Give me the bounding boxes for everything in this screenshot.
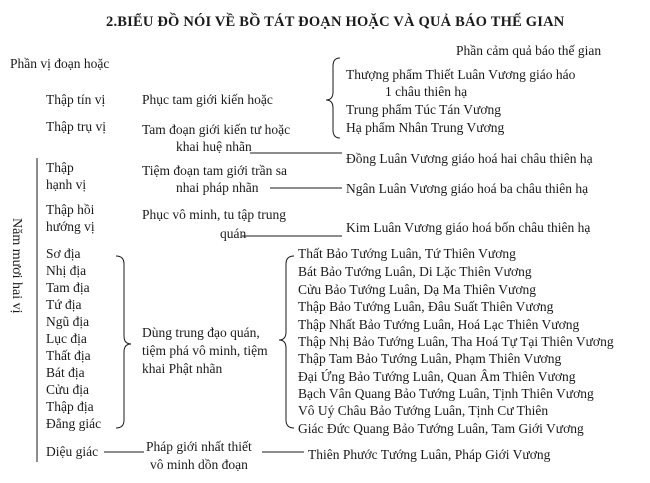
reward-brace-tuong-luan <box>279 256 294 428</box>
practice-5-line2: tiệm phá vô minh, tiệm <box>142 343 268 358</box>
stage-dia: Lục địa <box>46 331 87 346</box>
reward-tuong-luan: Bạch Vân Quang Bảo Tướng Luân, Tịnh Thiên Vương <box>298 386 594 401</box>
practice-3-line1: Tiệm đoạn tam giới trần sa <box>142 163 287 178</box>
reward-tuong-luan: Cửu Bảo Tướng Luân, Dạ Ma Thiên Vương <box>298 282 536 297</box>
stage-dia: Thất địa <box>46 348 91 363</box>
reward-dong-luan: Đồng Luân Vương giáo hoá hai châu thiên hạ <box>346 151 593 166</box>
practice-6-line1: Pháp giới nhất thiết <box>146 439 252 454</box>
reward-ngan-luan: Ngân Luân Vương giáo hoá ba châu thiên hạ <box>346 181 589 196</box>
stage-dia: Bát địa <box>46 365 85 380</box>
reward-tuong-luan: Thập Nhất Bảo Tướng Luân, Hoá Lạc Thiên Vương <box>298 317 580 332</box>
practice-6-line2: vô minh dồn đoạn <box>150 457 248 472</box>
page-title: 2.BIỂU ĐỒ NÓI VỀ BỒ TÁT ĐOẠN HOẶC VÀ QUẢ BÁO THẾ GIAN <box>106 14 565 30</box>
practice-1: Phục tam giới kiến hoặc <box>142 92 273 107</box>
reward-tuong-luan: Thập Tam Bảo Tướng Luân, Phạm Thiên Vương <box>298 351 562 366</box>
stage-dia: Sơ địa <box>46 246 81 261</box>
practice-4-line1: Phục vô minh, tu tập trung <box>142 207 286 222</box>
reward-tuong-luan: Vô Uý Châu Bảo Tướng Luân, Tịnh Cư Thiên <box>298 403 549 418</box>
stage-dia: Thập địa <box>46 399 94 414</box>
practice-2-line2: khai huệ nhãn <box>176 139 252 154</box>
stage-dia: Cửu địa <box>46 382 89 397</box>
reward-trung-pham: Trung phẩm Túc Tán Vương <box>346 102 501 117</box>
stage-thap-hanh-line1: Thập <box>46 160 74 175</box>
reward-thuong-pham-line1: Thượng phẩm Thiết Luân Vương giáo háo <box>346 67 576 82</box>
stage-dia: Tứ địa <box>46 297 82 312</box>
reward-tuong-luan: Bát Bảo Tướng Luân, Di Lặc Thiên Vương <box>298 264 532 279</box>
reward-tuong-luan: Đại Ứng Bảo Tướng Luân, Quan Âm Thiên Vương <box>298 369 576 384</box>
stage-thap-hanh-line2: hạnh vị <box>46 177 87 192</box>
reward-ha-pham: Hạ phẩm Nhân Trung Vương <box>346 120 505 135</box>
stage-dia: Ngũ địa <box>46 314 90 329</box>
stage-thap-hoi-line2: hướng vị <box>46 219 95 234</box>
practice-3-line2: nhai pháp nhãn <box>176 180 259 195</box>
left-header: Phần vị đoạn hoặc <box>10 56 110 71</box>
stage-thap-hoi-line1: Thập hồi <box>46 202 95 217</box>
right-header: Phần cảm quả báo thế gian <box>456 43 602 58</box>
practice-4-line2: quán <box>220 226 247 241</box>
reward-tuong-luan: Thập Nhị Bảo Tướng Luân, Tha Hoá Tự Tại Thiên Vương <box>298 334 614 349</box>
reward-thuong-pham-line2: 1 châu thiên hạ <box>385 84 468 99</box>
stage-dang-giac: Đẳng giác <box>46 416 102 431</box>
stage-thap-tin: Thập tín vị <box>46 92 106 107</box>
reward-tuong-luan: Thất Bảo Tướng Luân, Tứ Thiên Vương <box>298 246 516 261</box>
stage-dia: Tam địa <box>46 280 90 295</box>
reward-kim-luan: Kim Luân Vương giáo hoá bốn châu thiên hạ <box>346 220 591 235</box>
practice-5-line1: Dùng trung đạo quán, <box>142 325 260 340</box>
practice-2-line1: Tam đoạn giới kiến tư hoặc <box>142 122 291 137</box>
stage-thap-tru: Thập trụ vị <box>46 119 106 134</box>
reward-tuong-luan: Thập Bảo Tướng Luân, Đâu Suất Thiên Vương <box>298 299 554 314</box>
reward-thien-phuoc: Thiên Phước Tướng Luân, Pháp Giới Vương <box>308 447 551 462</box>
reward-tuong-luan: Giác Đức Quang Bảo Tướng Luân, Tam Giới Vương <box>298 421 584 436</box>
vertical-label: Năm mươi hai vị <box>9 218 24 314</box>
stage-brace-dia <box>116 256 131 428</box>
stage-dia: Nhị địa <box>46 263 87 278</box>
reward-brace-top <box>326 58 340 138</box>
stage-dieu-giac: Diệu giác <box>46 444 99 459</box>
practice-5-line3: khai Phật nhãn <box>142 361 223 376</box>
